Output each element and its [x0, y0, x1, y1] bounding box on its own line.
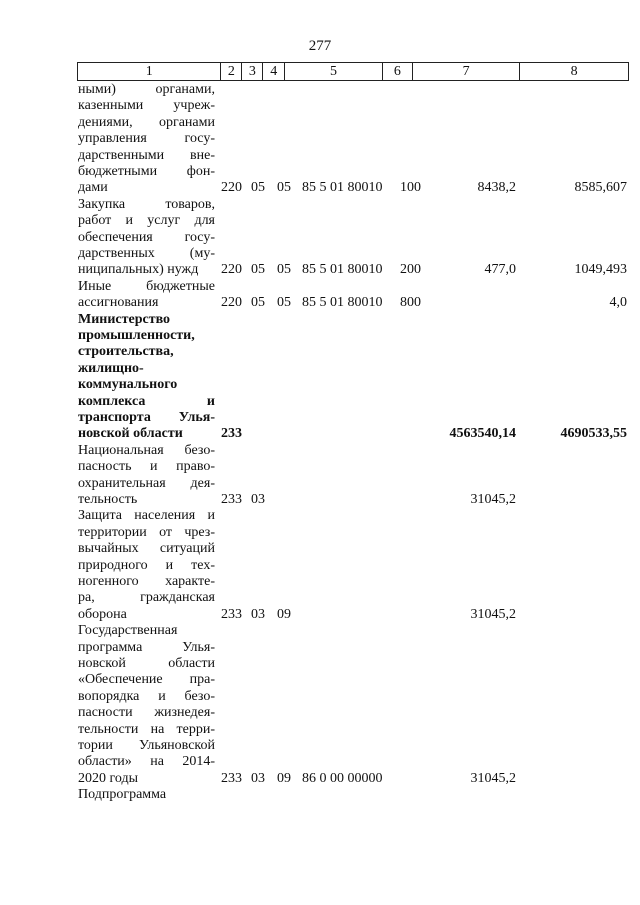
column-header: 2 — [220, 63, 241, 80]
description-line: ра, гражданская — [78, 590, 215, 606]
cell-col-8: 4690533,55 — [560, 426, 627, 442]
table-header — [77, 62, 629, 81]
description-line: охранительная дея- — [78, 475, 215, 491]
column-header: 4 — [262, 63, 284, 80]
row-description — [78, 312, 215, 443]
column-header: 7 — [412, 63, 520, 80]
description-line: коммунального — [78, 377, 178, 393]
cell-col-3: 05 — [251, 262, 265, 278]
cell-col-7: 8438,2 — [477, 180, 516, 196]
column-header: 3 — [241, 63, 262, 80]
cell-col-4: 09 — [277, 606, 291, 622]
cell-col-4: 09 — [277, 770, 291, 786]
table-row — [0, 787, 640, 803]
description-line: Национальная безо- — [78, 442, 215, 458]
description-line: тельности на терри- — [78, 721, 215, 737]
row-description — [78, 787, 215, 803]
table-row — [0, 82, 640, 197]
cell-col-5: 86 0 00 00000 — [302, 770, 383, 786]
description-line: строительства, — [78, 344, 174, 360]
description-line: новской области — [78, 655, 215, 671]
column-header: 8 — [519, 63, 628, 80]
cell-col-3: 03 — [251, 606, 265, 622]
description-line: природного и тех- — [78, 557, 215, 573]
table-row — [0, 443, 640, 509]
description-line: Министерство — [78, 311, 171, 327]
description-line: «Обеспечение пра- — [78, 672, 215, 688]
description-line: дениями, органами — [78, 114, 215, 130]
row-description — [78, 82, 215, 197]
description-line: Государственная — [78, 623, 178, 639]
cell-col-2: 233 — [221, 426, 242, 442]
description-line: бюджетными фон- — [78, 163, 215, 179]
cell-col-4: 05 — [277, 262, 291, 278]
description-line: области» на 2014- — [78, 754, 215, 770]
cell-col-6: 100 — [400, 180, 421, 196]
description-line: управления госу- — [78, 131, 215, 147]
table-row — [0, 279, 640, 312]
description-line: Иные бюджетные — [78, 278, 215, 294]
description-line: тории Ульяновской — [78, 737, 215, 753]
cell-col-7: 4563540,14 — [449, 426, 516, 442]
description-line: дами — [78, 180, 108, 196]
cell-col-2: 233 — [221, 491, 242, 507]
description-line: тельность — [78, 491, 138, 507]
cell-col-7: 31045,2 — [470, 491, 516, 507]
column-header: 1 — [145, 64, 153, 79]
cell-col-2: 220 — [221, 295, 242, 311]
cell-col-2: 233 — [221, 770, 242, 786]
description-line: ассигнования — [78, 295, 159, 311]
description-line: ногенного характе- — [78, 573, 215, 589]
cell-col-2: 233 — [221, 606, 242, 622]
cell-col-5: 85 5 01 80010 — [302, 262, 383, 278]
cell-col-8: 4,0 — [609, 295, 627, 311]
description-line: программа Улья- — [78, 639, 215, 655]
table-row — [0, 623, 640, 787]
page-number: 277 — [308, 38, 332, 54]
cell-col-3: 03 — [251, 770, 265, 786]
table-row — [0, 508, 640, 623]
description-line: пасность и право- — [78, 459, 215, 475]
cell-col-4: 05 — [277, 295, 291, 311]
description-line: оборона — [78, 606, 127, 622]
description-line: дарственными вне- — [78, 147, 215, 163]
cell-col-8: 1049,493 — [574, 262, 627, 278]
cell-col-3: 05 — [251, 180, 265, 196]
description-line: жилищно- — [78, 360, 144, 376]
description-line: вычайных ситуаций — [78, 541, 215, 557]
description-line: ными) органами, — [78, 82, 215, 97]
table-row — [0, 312, 640, 443]
row-description — [78, 279, 215, 312]
cell-col-5: 85 5 01 80010 — [302, 180, 383, 196]
cell-col-5: 85 5 01 80010 — [302, 295, 383, 311]
cell-col-8: 8585,607 — [574, 180, 627, 196]
row-description — [78, 623, 215, 787]
description-line: ниципальных) нужд — [78, 262, 199, 278]
cell-col-4: 05 — [277, 180, 291, 196]
cell-col-3: 03 — [251, 491, 265, 507]
description-line: обеспечения госу- — [78, 229, 215, 245]
row-description — [78, 508, 215, 623]
cell-col-2: 220 — [221, 262, 242, 278]
description-line: Подпрограмма — [78, 787, 167, 803]
cell-col-2: 220 — [221, 180, 242, 196]
description-line: вопорядка и безо- — [78, 688, 215, 704]
column-header: 6 — [382, 63, 412, 80]
table-row — [0, 197, 640, 279]
description-line: Защита населения и — [78, 508, 215, 524]
description-line: пасности жизнедея- — [78, 705, 215, 721]
description-line: Закупка товаров, — [78, 196, 215, 212]
cell-col-7: 477,0 — [484, 262, 516, 278]
cell-col-6: 200 — [400, 262, 421, 278]
description-line: транспорта Улья- — [78, 409, 215, 425]
cell-col-7: 31045,2 — [470, 606, 516, 622]
description-line: промышленности, — [78, 327, 195, 343]
description-line: комплекса и — [78, 393, 215, 409]
description-line: дарственных (му- — [78, 245, 215, 261]
cell-col-3: 05 — [251, 295, 265, 311]
description-line: территории от чрез- — [78, 524, 215, 540]
description-line: казенными учреж- — [78, 98, 215, 114]
description-line: новской области — [78, 426, 183, 442]
description-line: 2020 годы — [78, 770, 139, 786]
cell-col-6: 800 — [400, 295, 421, 311]
column-header: 5 — [284, 63, 382, 80]
description-line: работ и услуг для — [78, 213, 215, 229]
cell-col-7: 31045,2 — [470, 770, 516, 786]
row-description — [78, 197, 215, 279]
row-description — [78, 443, 215, 509]
